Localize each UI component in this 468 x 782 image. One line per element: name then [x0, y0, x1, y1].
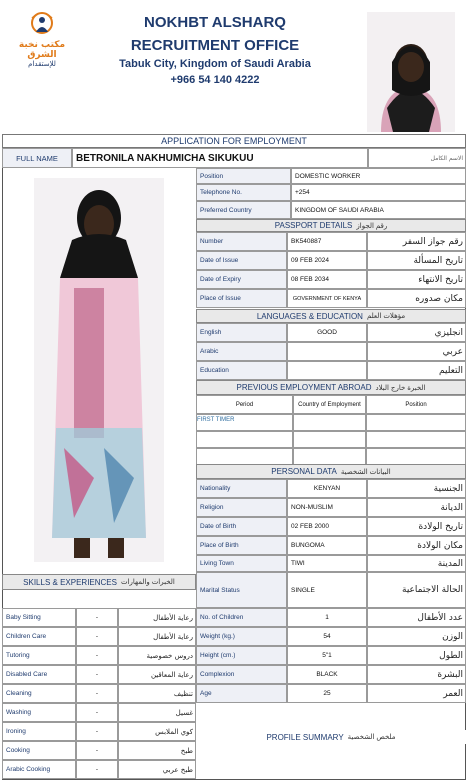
- profile-summary-header: [196, 730, 466, 744]
- personal-row-label: Living Town: [196, 555, 287, 572]
- passport-row-ar: رقم جواز السفر: [367, 232, 466, 251]
- office-name: NOKHBT ALSHARQ: [144, 14, 286, 31]
- skill-row-label: Children Care: [2, 627, 76, 646]
- skill-row-value[interactable]: -: [76, 760, 118, 779]
- top-info-value[interactable]: KINGDOM OF SAUDI ARABIA: [291, 201, 466, 219]
- skill-row-label: Arabic Cooking: [2, 760, 76, 779]
- languages-title-ar: مؤهلات العلم: [366, 313, 406, 320]
- employment-section-header: [196, 380, 466, 395]
- passport-title: PASSPORT DETAILS: [274, 221, 353, 230]
- skill-row-value[interactable]: -: [76, 703, 118, 722]
- personal-row-value[interactable]: 02 FEB 2000: [287, 517, 367, 536]
- personal-row-value[interactable]: TIWI: [287, 555, 367, 572]
- employment-header-cell: Country of Employment: [293, 395, 366, 414]
- logo-emblem-icon: [6, 10, 78, 40]
- employment-header-cell: Position: [366, 395, 466, 414]
- office-type: RECRUITMENT OFFICE: [130, 37, 300, 54]
- personal-section-header: [196, 464, 466, 479]
- personal-row-value[interactable]: BLACK: [287, 665, 367, 684]
- passport-row-ar: تاريخ الانتهاء: [367, 270, 466, 289]
- personal-row-value[interactable]: KENYAN: [287, 479, 367, 498]
- skill-row-ar: غسيل: [118, 703, 196, 722]
- passport-title-ar: رقم الجواز: [356, 222, 388, 230]
- personal-row-label: Place of Birth: [196, 536, 287, 555]
- profile-summary-title: PROFILE SUMMARY: [266, 732, 344, 742]
- employment-cell[interactable]: [196, 431, 293, 448]
- language-row-label: Arabic: [196, 342, 287, 361]
- top-info-value[interactable]: +254: [291, 184, 466, 201]
- skills-title: SKILLS & EXPERIENCES: [23, 577, 117, 587]
- skill-row-ar: رعاية الأطفال: [118, 627, 196, 646]
- passport-row-label: Place of Issue: [196, 289, 287, 308]
- skill-row-value[interactable]: -: [76, 627, 118, 646]
- skill-row-ar: دروس خصوصية: [118, 646, 196, 665]
- personal-row-value[interactable]: 1: [287, 608, 367, 627]
- logo-text-line1: مكتب نخبة الشرق: [18, 40, 66, 60]
- language-row-ar: التعليم: [367, 361, 466, 380]
- header-portrait-photo: [367, 12, 455, 132]
- personal-row-ar: عدد الأطفال: [367, 608, 466, 627]
- full-name-ar-cell: [368, 148, 466, 168]
- language-row-label: Education: [196, 361, 287, 380]
- skills-title-ar: الخبرات والمهارات: [120, 579, 175, 586]
- personal-row-label: Height (cm.): [196, 646, 287, 665]
- personal-row-ar: الحالة الاجتماعية: [367, 572, 466, 608]
- personal-row-ar: الجنسية: [367, 479, 466, 498]
- profile-summary-title-ar: ملخص الشخصية: [347, 734, 396, 741]
- employment-cell[interactable]: [366, 414, 466, 431]
- top-info-label: Preferred Country: [196, 201, 291, 219]
- employment-cell[interactable]: [366, 448, 466, 465]
- skill-row-value[interactable]: -: [76, 665, 118, 684]
- personal-row-ar: البشرة: [367, 665, 466, 684]
- skills-section-header: [2, 574, 196, 590]
- first-timer-label: FIRST TIMER: [197, 417, 235, 423]
- passport-row-value[interactable]: GOVERNMENT OF KENYA: [287, 289, 367, 308]
- personal-row-value[interactable]: 54: [287, 627, 367, 646]
- office-phone: +966 54 140 4222: [170, 74, 260, 86]
- skill-row-label: Baby Sitting: [2, 608, 76, 627]
- skill-row-ar: طبخ عربي: [118, 760, 196, 779]
- language-row-ar: انجليزي: [367, 323, 466, 342]
- full-name-ar: الاسم الكامل: [430, 154, 463, 162]
- personal-row-label: Marital Status: [196, 572, 287, 608]
- full-name-label-cell: [2, 148, 72, 168]
- personal-row-label: No. of Children: [196, 608, 287, 627]
- employment-title-ar: الخبرة خارج البلاد: [375, 384, 426, 392]
- full-name-value: BETRONILA NAKHUMICHA SIKUKUU: [76, 152, 254, 164]
- personal-row-label: Age: [196, 684, 287, 703]
- full-body-photo: [34, 178, 164, 562]
- personal-row-label: Date of Birth: [196, 517, 287, 536]
- skill-row-label: Tutoring: [2, 646, 76, 665]
- personal-title-ar: البيانات الشخصية: [340, 468, 391, 476]
- employment-cell[interactable]: [293, 414, 366, 431]
- personal-row-ar: مكان الولادة: [367, 536, 466, 555]
- skill-row-value[interactable]: -: [76, 608, 118, 627]
- personal-row-label: Nationality: [196, 479, 287, 498]
- personal-row-ar: الديانة: [367, 498, 466, 517]
- skill-row-label: Ironing: [2, 722, 76, 741]
- skill-row-ar: رعاية الأطفال: [118, 608, 196, 627]
- skill-row-value[interactable]: -: [76, 722, 118, 741]
- personal-row-value[interactable]: 25: [287, 684, 367, 703]
- personal-row-value[interactable]: BUNGOMA: [287, 536, 367, 555]
- language-row-value[interactable]: [287, 342, 367, 361]
- passport-row-value[interactable]: BK540887: [287, 232, 367, 251]
- personal-row-value[interactable]: 5"1: [287, 646, 367, 665]
- skill-row-label: Disabled Care: [2, 665, 76, 684]
- employment-cell[interactable]: [293, 431, 366, 448]
- passport-row-ar: تاريخ المسألة: [367, 251, 466, 270]
- office-location: Tabuk City, Kingdom of Saudi Arabia: [119, 58, 311, 70]
- full-name-field[interactable]: [72, 148, 368, 168]
- skill-row-label: Cooking: [2, 741, 76, 760]
- skill-row-ar: تنظيف: [118, 684, 196, 703]
- passport-row-label: Date of Expiry: [196, 270, 287, 289]
- language-row-value[interactable]: GOOD: [287, 323, 367, 342]
- passport-section-header: [196, 219, 466, 232]
- logo-text-line2: للإستقدام: [28, 60, 56, 68]
- personal-row-ar: تاريخ الولادة: [367, 517, 466, 536]
- languages-section-header: [196, 309, 466, 323]
- personal-row-label: Weight (kg.): [196, 627, 287, 646]
- full-name-label: FULL NAME: [16, 153, 58, 163]
- skill-row-ar: رعاية المعاقين: [118, 665, 196, 684]
- passport-row-ar: مكان صدوره: [367, 289, 466, 308]
- employment-cell[interactable]: [196, 448, 293, 465]
- skill-row-value[interactable]: -: [76, 741, 118, 760]
- personal-row-ar: الوزن: [367, 627, 466, 646]
- skill-row-value[interactable]: -: [76, 646, 118, 665]
- header-text: [70, 14, 360, 94]
- passport-row-label: Date of Issue: [196, 251, 287, 270]
- skill-row-value[interactable]: -: [76, 684, 118, 703]
- office-logo: [6, 10, 78, 68]
- personal-row-label: Complexion: [196, 665, 287, 684]
- languages-title: LANGUAGES & EDUCATION: [256, 311, 363, 321]
- passport-row-value[interactable]: 08 FEB 2034: [287, 270, 367, 289]
- personal-title: PERSONAL DATA: [271, 467, 337, 476]
- skill-row-label: Washing: [2, 703, 76, 722]
- top-info-label: Telephone No.: [196, 184, 291, 201]
- employment-title: PREVIOUS EMPLOYMENT ABROAD: [236, 383, 372, 392]
- personal-row-ar: الطول: [367, 646, 466, 665]
- top-info-label: Position: [196, 168, 291, 184]
- passport-row-value[interactable]: 09 FEB 2024: [287, 251, 367, 270]
- personal-row-ar: العمر: [367, 684, 466, 703]
- personal-row-label: Religion: [196, 498, 287, 517]
- employment-cell[interactable]: [366, 431, 466, 448]
- form-title-bar: [2, 134, 466, 148]
- passport-row-label: Number: [196, 232, 287, 251]
- personal-row-value[interactable]: NON-MUSLIM: [287, 498, 367, 517]
- form-title: APPLICATION FOR EMPLOYMENT: [161, 136, 307, 146]
- employment-header-cell: Period: [196, 395, 293, 414]
- skill-row-ar: طبخ: [118, 741, 196, 760]
- employment-cell[interactable]: [293, 448, 366, 465]
- language-row-label: English: [196, 323, 287, 342]
- language-row-value[interactable]: [287, 361, 367, 380]
- top-info-value[interactable]: DOMESTIC WORKER: [291, 168, 466, 184]
- skill-row-label: Cleaning: [2, 684, 76, 703]
- skill-row-ar: كوي الملابس: [118, 722, 196, 741]
- personal-row-value[interactable]: SINGLE: [287, 572, 367, 608]
- personal-row-ar: المدينة: [367, 555, 466, 572]
- language-row-ar: عربي: [367, 342, 466, 361]
